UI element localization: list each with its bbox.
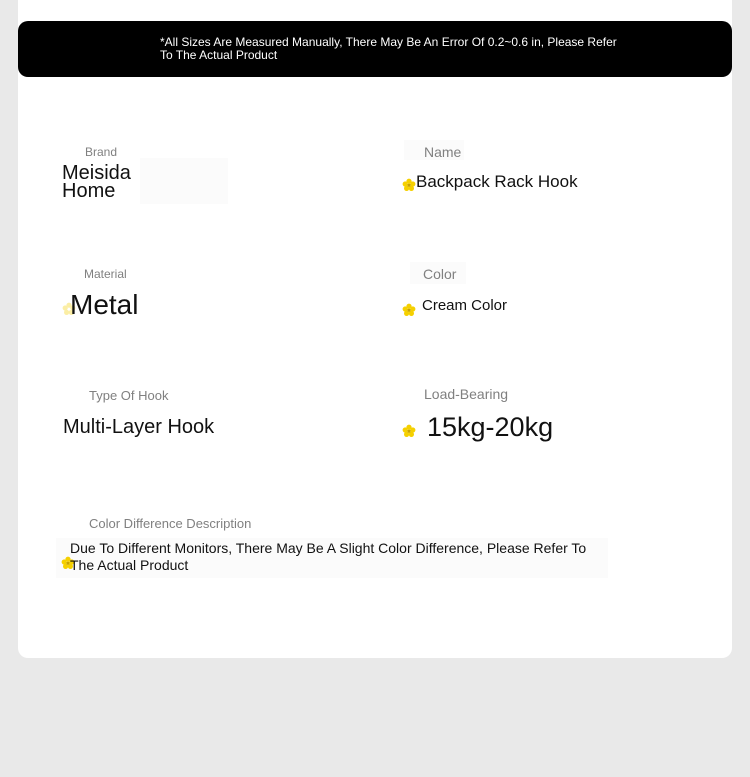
load-bearing-label: Load-Bearing (424, 386, 509, 402)
type-of-hook-value: Multi-Layer Hook (63, 416, 215, 438)
material-label: Material (84, 267, 127, 281)
notice-text: *All Sizes Are Measured Manually, There May Be An Error Of 0.2~0.6 in, Please Refer To The Actual Product (160, 35, 617, 62)
flower-icon (402, 178, 416, 192)
flower-icon (402, 424, 416, 438)
value-backdrop (140, 158, 228, 204)
flower-icon (402, 303, 416, 317)
name-label: Name (424, 144, 462, 160)
brand-label: Brand (85, 145, 118, 159)
name-value: Backpack Rack Hook (416, 172, 578, 191)
color-difference-label: Color Difference Description (89, 516, 252, 531)
color-label: Color (423, 266, 457, 282)
type-of-hook-label: Type Of Hook (89, 388, 169, 403)
notice-banner (18, 21, 732, 77)
color-value: Cream Color (422, 297, 508, 314)
material-value: Metal (70, 289, 139, 320)
color-difference-value: Due To Different Monitors, There May Be A Slight Color Difference, Please Refer To The Actual Product (70, 540, 587, 573)
load-bearing-value: 15kg-20kg (427, 412, 554, 442)
brand-value: Meisida Home (62, 162, 131, 202)
